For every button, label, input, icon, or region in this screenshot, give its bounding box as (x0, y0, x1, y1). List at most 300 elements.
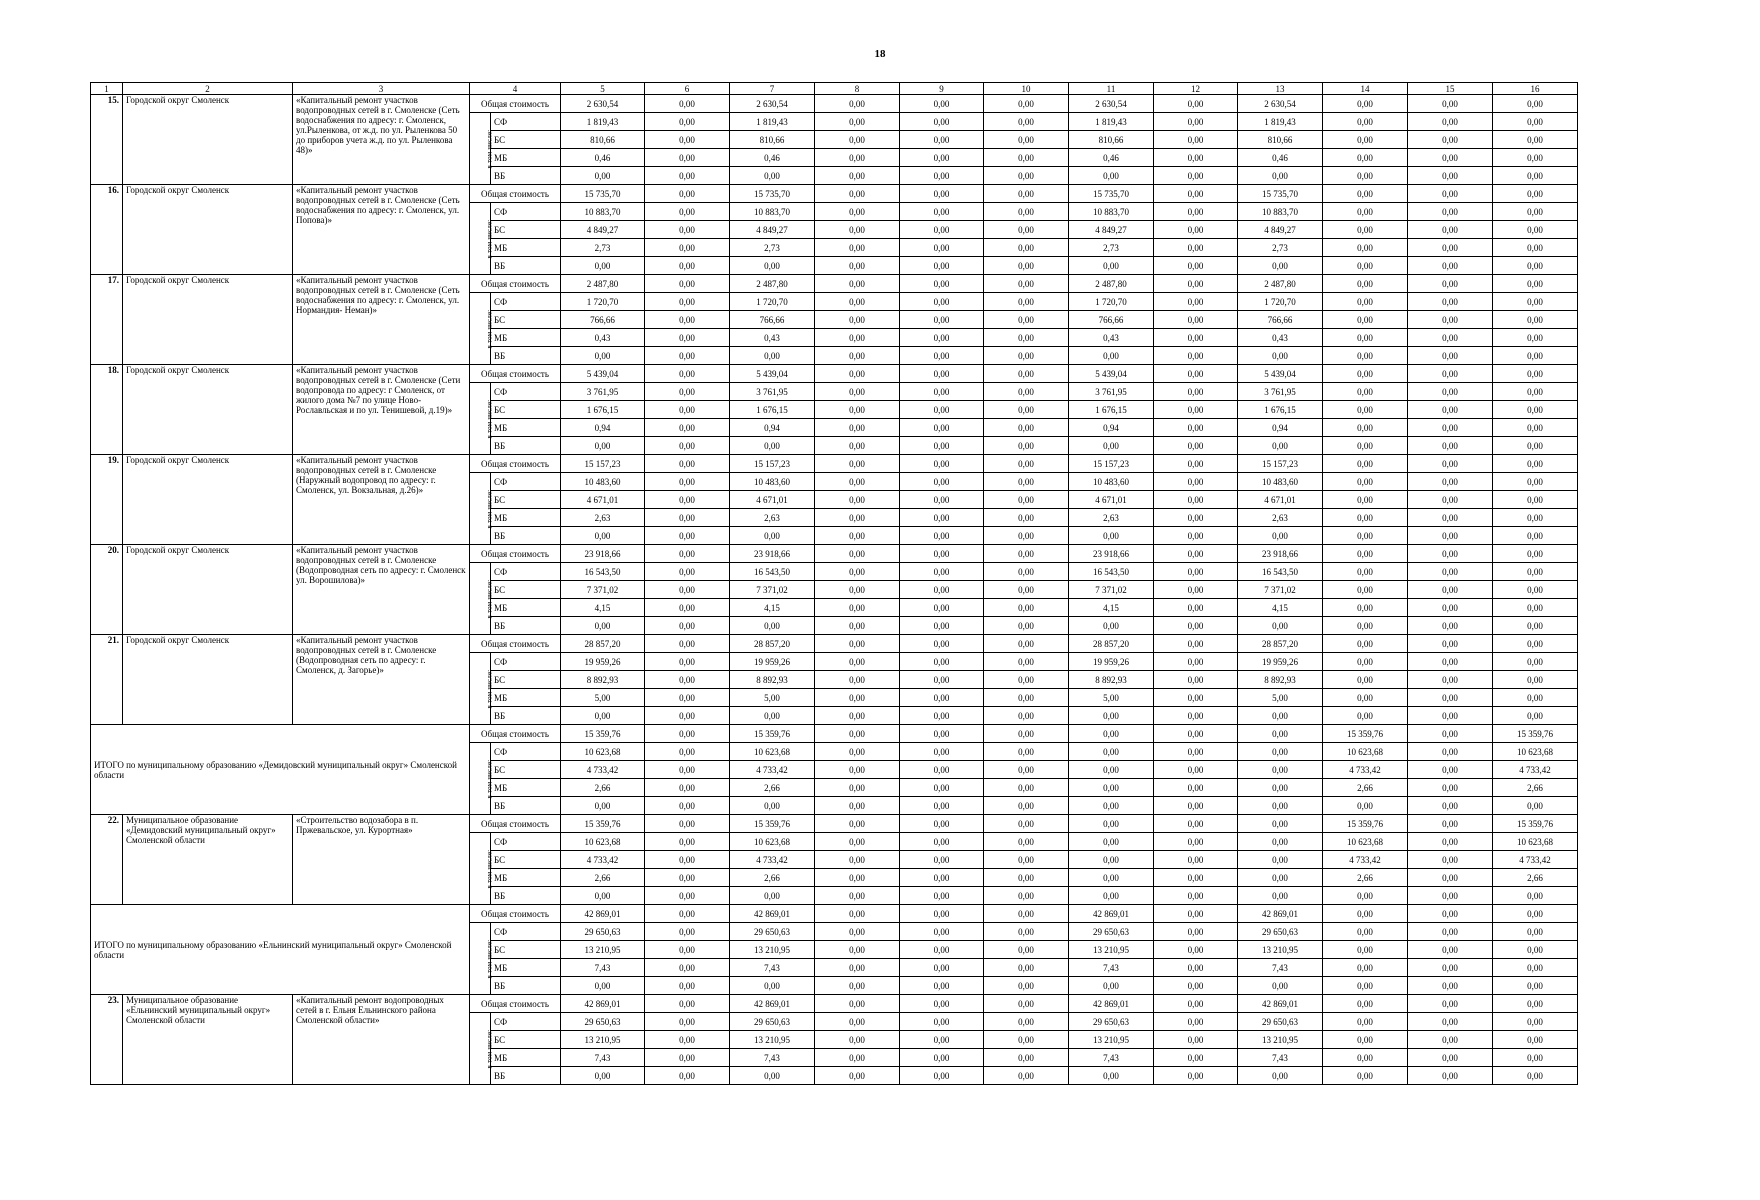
value-cell: 8 892,93 (1069, 671, 1154, 689)
value-cell: 0,00 (1493, 977, 1578, 995)
value-cell: 0,46 (1069, 149, 1154, 167)
value-cell: 0,00 (1493, 167, 1578, 185)
value-cell: 0,00 (1323, 131, 1408, 149)
funding-source: МБ (491, 1049, 561, 1067)
value-cell: 19 959,26 (561, 653, 645, 671)
value-cell: 0,00 (815, 887, 900, 905)
value-cell: 0,00 (1323, 419, 1408, 437)
value-cell: 19 959,26 (1238, 653, 1323, 671)
value-cell: 3 761,95 (730, 383, 815, 401)
municipality-cell: Городской округ Смоленск (123, 95, 293, 185)
value-cell: 2,63 (1238, 509, 1323, 527)
project-cell: «Капитальный ремонт участков водопроводных сетей в г. Смоленске (Сеть водоснабжения по адресу: г. Смоленск, ул.Рыленкова, от ж.д. по ул. Рыленкова 50 до приборов учета ж.д. по ул. Рыленкова 48)» (293, 95, 470, 185)
value-cell: 4,15 (730, 599, 815, 617)
value-cell: 28 857,20 (1069, 635, 1154, 653)
value-cell: 2 630,54 (561, 95, 645, 113)
total-cost-label: Общая стоимость (470, 815, 561, 833)
funding-source: ВБ (491, 167, 561, 185)
value-cell: 0,00 (645, 725, 730, 743)
funding-source: ВБ (491, 617, 561, 635)
including-label: в том числе: (485, 849, 494, 889)
value-cell: 0,00 (984, 851, 1069, 869)
row-number: 16. (91, 185, 123, 275)
value-cell: 0,00 (984, 797, 1069, 815)
value-cell: 0,00 (1069, 617, 1154, 635)
value-cell: 0,00 (815, 167, 900, 185)
value-cell: 0,43 (561, 329, 645, 347)
value-cell: 15 157,23 (1069, 455, 1154, 473)
funding-source: СФ (491, 923, 561, 941)
value-cell: 0,00 (1493, 149, 1578, 167)
value-cell: 0,00 (1154, 527, 1238, 545)
value-cell: 2,73 (561, 239, 645, 257)
value-cell: 0,00 (645, 329, 730, 347)
value-cell: 2 487,80 (730, 275, 815, 293)
value-cell: 0,00 (1323, 653, 1408, 671)
value-cell: 0,00 (1493, 455, 1578, 473)
funding-source: ВБ (491, 797, 561, 815)
value-cell: 0,00 (1069, 815, 1154, 833)
value-cell: 4 733,42 (561, 761, 645, 779)
value-cell: 0,00 (815, 653, 900, 671)
value-cell: 0,00 (1408, 1049, 1493, 1067)
value-cell: 0,00 (815, 815, 900, 833)
value-cell: 0,00 (1323, 113, 1408, 131)
value-cell: 2,63 (1069, 509, 1154, 527)
value-cell: 0,46 (561, 149, 645, 167)
value-cell: 4 733,42 (730, 761, 815, 779)
value-cell: 0,00 (1323, 401, 1408, 419)
value-cell: 0,00 (1408, 797, 1493, 815)
value-cell: 0,00 (645, 149, 730, 167)
value-cell: 0,00 (1323, 617, 1408, 635)
value-cell: 10 483,60 (561, 473, 645, 491)
value-cell: 0,00 (1323, 923, 1408, 941)
value-cell: 0,00 (1408, 1067, 1493, 1085)
value-cell: 0,00 (1493, 527, 1578, 545)
value-cell: 0,00 (1154, 437, 1238, 455)
including-label: в том числе: (485, 579, 494, 619)
value-cell: 0,94 (1238, 419, 1323, 437)
including-label-cell (470, 563, 494, 635)
value-cell: 0,00 (1323, 149, 1408, 167)
value-cell: 0,00 (815, 617, 900, 635)
value-cell: 0,00 (1493, 653, 1578, 671)
value-cell: 0,00 (730, 257, 815, 275)
value-cell: 29 650,63 (1069, 923, 1154, 941)
value-cell: 0,00 (1069, 527, 1154, 545)
value-cell: 0,00 (815, 131, 900, 149)
value-cell: 0,00 (1238, 257, 1323, 275)
value-cell: 0,00 (984, 815, 1069, 833)
value-cell: 0,00 (1069, 347, 1154, 365)
value-cell: 0,00 (1493, 995, 1578, 1013)
value-cell: 0,00 (984, 167, 1069, 185)
value-cell: 15 359,76 (1493, 815, 1578, 833)
value-cell: 4 671,01 (1069, 491, 1154, 509)
value-cell: 0,00 (1069, 743, 1154, 761)
value-cell: 15 359,76 (1493, 725, 1578, 743)
value-cell: 0,00 (1154, 545, 1238, 563)
value-cell: 0,00 (1408, 905, 1493, 923)
value-cell: 0,00 (1493, 905, 1578, 923)
value-cell: 0,00 (1408, 653, 1493, 671)
value-cell: 0,00 (984, 671, 1069, 689)
value-cell: 42 869,01 (561, 995, 645, 1013)
value-cell: 0,00 (815, 941, 900, 959)
value-cell: 0,00 (984, 725, 1069, 743)
value-cell: 0,00 (1154, 329, 1238, 347)
header-cell: 3 (293, 83, 470, 95)
header-cell: 7 (730, 83, 815, 95)
value-cell: 0,00 (1408, 923, 1493, 941)
value-cell: 766,66 (1238, 311, 1323, 329)
value-cell: 2,66 (1493, 779, 1578, 797)
value-cell: 0,00 (984, 203, 1069, 221)
value-cell: 0,00 (900, 599, 984, 617)
value-cell: 0,00 (900, 995, 984, 1013)
value-cell: 0,00 (1493, 437, 1578, 455)
value-cell: 0,00 (1408, 455, 1493, 473)
value-cell: 3 761,95 (561, 383, 645, 401)
value-cell: 0,00 (1154, 257, 1238, 275)
municipality-cell: Городской округ Смоленск (123, 365, 293, 455)
value-cell: 0,00 (561, 707, 645, 725)
municipality-cell: Городской округ Смоленск (123, 635, 293, 725)
row-number: 20. (91, 545, 123, 635)
value-cell: 0,00 (815, 221, 900, 239)
funding-source: БС (491, 851, 561, 869)
value-cell: 0,00 (900, 185, 984, 203)
value-cell: 0,00 (1323, 707, 1408, 725)
value-cell: 2,66 (730, 779, 815, 797)
value-cell: 42 869,01 (1238, 995, 1323, 1013)
value-cell: 0,00 (1408, 563, 1493, 581)
value-cell: 0,00 (900, 455, 984, 473)
value-cell: 0,00 (561, 527, 645, 545)
municipality-cell: Муниципальное образование «Ельнинский муниципальный округ» Смоленской области (123, 995, 293, 1085)
value-cell: 0,00 (900, 959, 984, 977)
value-cell: 0,00 (1408, 347, 1493, 365)
value-cell: 0,00 (1238, 761, 1323, 779)
value-cell: 28 857,20 (1238, 635, 1323, 653)
value-cell: 0,00 (900, 95, 984, 113)
funding-source: СФ (491, 203, 561, 221)
value-cell: 766,66 (730, 311, 815, 329)
value-cell: 0,00 (1408, 743, 1493, 761)
value-cell: 0,00 (984, 959, 1069, 977)
value-cell: 5,00 (1238, 689, 1323, 707)
including-label-cell (470, 383, 494, 455)
table-row (91, 545, 1578, 563)
value-cell: 0,00 (1493, 563, 1578, 581)
value-cell: 0,00 (900, 653, 984, 671)
value-cell: 0,00 (984, 1031, 1069, 1049)
value-cell: 0,00 (1408, 815, 1493, 833)
value-cell: 0,00 (900, 149, 984, 167)
funding-source: БС (491, 491, 561, 509)
funding-source: БС (491, 221, 561, 239)
header-cell: 9 (900, 83, 984, 95)
value-cell: 0,00 (1493, 185, 1578, 203)
table-row (91, 815, 1578, 833)
value-cell: 0,00 (1323, 347, 1408, 365)
table-row (91, 95, 1578, 113)
value-cell: 0,00 (984, 761, 1069, 779)
value-cell: 0,00 (984, 509, 1069, 527)
row-number: 18. (91, 365, 123, 455)
value-cell: 0,00 (815, 545, 900, 563)
value-cell: 0,00 (645, 599, 730, 617)
value-cell: 0,00 (1154, 275, 1238, 293)
value-cell: 0,00 (1154, 797, 1238, 815)
funding-source: МБ (491, 689, 561, 707)
project-cell: «Капитальный ремонт участков водопроводных сетей в г. Смоленске (Водопроводная сеть по адресу: г. Смоленск ул. Ворошилова)» (293, 545, 470, 635)
value-cell: 0,00 (900, 887, 984, 905)
value-cell: 0,00 (1493, 959, 1578, 977)
value-cell: 0,00 (645, 1013, 730, 1031)
value-cell: 0,00 (1154, 833, 1238, 851)
value-cell: 0,00 (1408, 131, 1493, 149)
value-cell: 0,00 (984, 527, 1069, 545)
value-cell: 0,00 (1069, 707, 1154, 725)
value-cell: 0,00 (645, 761, 730, 779)
value-cell: 10 623,68 (1323, 833, 1408, 851)
value-cell: 0,00 (1154, 473, 1238, 491)
value-cell: 0,00 (815, 563, 900, 581)
value-cell: 0,00 (1154, 347, 1238, 365)
value-cell: 0,00 (815, 239, 900, 257)
value-cell: 0,00 (730, 797, 815, 815)
value-cell: 13 210,95 (1069, 941, 1154, 959)
value-cell: 7,43 (730, 1049, 815, 1067)
value-cell: 0,00 (900, 815, 984, 833)
value-cell: 0,00 (1323, 437, 1408, 455)
value-cell: 0,00 (1493, 221, 1578, 239)
value-cell: 0,00 (1323, 1013, 1408, 1031)
value-cell: 15 157,23 (561, 455, 645, 473)
value-cell: 0,00 (645, 257, 730, 275)
municipality-cell: Муниципальное образование «Демидовский муниципальный округ» Смоленской области (123, 815, 293, 905)
value-cell: 29 650,63 (561, 923, 645, 941)
value-cell: 0,00 (645, 851, 730, 869)
value-cell: 0,00 (984, 113, 1069, 131)
value-cell: 0,00 (1154, 131, 1238, 149)
value-cell: 0,00 (900, 509, 984, 527)
value-cell: 0,00 (815, 1049, 900, 1067)
value-cell: 2,66 (561, 869, 645, 887)
value-cell: 10 623,68 (1493, 743, 1578, 761)
value-cell: 0,00 (815, 905, 900, 923)
value-cell: 0,00 (645, 707, 730, 725)
value-cell: 0,00 (1408, 761, 1493, 779)
value-cell: 0,00 (1154, 113, 1238, 131)
value-cell: 0,00 (984, 1067, 1069, 1085)
value-cell: 42 869,01 (730, 995, 815, 1013)
including-label-cell (470, 1013, 494, 1085)
value-cell: 0,00 (1238, 167, 1323, 185)
table-row (91, 725, 1578, 743)
value-cell: 0,00 (1154, 995, 1238, 1013)
value-cell: 0,00 (1154, 959, 1238, 977)
value-cell: 0,00 (900, 743, 984, 761)
value-cell: 0,00 (1069, 779, 1154, 797)
value-cell: 0,00 (815, 671, 900, 689)
value-cell: 0,00 (815, 113, 900, 131)
value-cell: 0,00 (1323, 563, 1408, 581)
value-cell: 0,00 (645, 311, 730, 329)
value-cell: 1 819,43 (1069, 113, 1154, 131)
value-cell: 0,00 (645, 869, 730, 887)
value-cell: 0,00 (900, 131, 984, 149)
funding-source: МБ (491, 599, 561, 617)
value-cell: 42 869,01 (1069, 905, 1154, 923)
value-cell: 0,00 (1408, 149, 1493, 167)
value-cell: 0,00 (900, 977, 984, 995)
value-cell: 4 671,01 (1238, 491, 1323, 509)
value-cell: 0,00 (815, 185, 900, 203)
funding-source: СФ (491, 833, 561, 851)
total-cost-label: Общая стоимость (470, 455, 561, 473)
value-cell: 10 883,70 (1238, 203, 1323, 221)
value-cell: 8 892,93 (561, 671, 645, 689)
value-cell: 10 623,68 (1493, 833, 1578, 851)
value-cell: 0,00 (1323, 275, 1408, 293)
value-cell: 0,94 (1069, 419, 1154, 437)
value-cell: 0,00 (900, 671, 984, 689)
including-label-cell (470, 293, 494, 365)
value-cell: 2 630,54 (1069, 95, 1154, 113)
value-cell: 0,00 (984, 275, 1069, 293)
value-cell: 0,00 (815, 869, 900, 887)
value-cell: 5 439,04 (1069, 365, 1154, 383)
value-cell: 0,00 (1493, 401, 1578, 419)
value-cell: 0,00 (815, 149, 900, 167)
header-row (91, 83, 1578, 95)
value-cell: 4 733,42 (1493, 761, 1578, 779)
project-cell: «Капитальный ремонт участков водопроводных сетей в г. Смоленске (Наружный водопровод по адресу: г. Смоленск, ул. Вокзальная, д.26)» (293, 455, 470, 545)
value-cell: 0,00 (1408, 617, 1493, 635)
value-cell: 0,94 (561, 419, 645, 437)
value-cell: 0,00 (645, 581, 730, 599)
value-cell: 0,00 (645, 635, 730, 653)
value-cell: 10 483,60 (730, 473, 815, 491)
value-cell: 0,00 (1323, 1067, 1408, 1085)
value-cell: 0,00 (1408, 167, 1493, 185)
value-cell: 0,00 (645, 671, 730, 689)
funding-source: СФ (491, 473, 561, 491)
value-cell: 0,00 (561, 257, 645, 275)
value-cell: 4,15 (1238, 599, 1323, 617)
funding-source: ВБ (491, 1067, 561, 1085)
project-cell: «Капитальный ремонт участков водопроводных сетей в г. Смоленске (Сеть водоснабжения по адресу: г. Смоленск, ул. Нормандия- Неман)» (293, 275, 470, 365)
including-label: в том числе: (485, 399, 494, 439)
value-cell: 0,00 (815, 95, 900, 113)
value-cell: 0,00 (1238, 725, 1323, 743)
value-cell: 0,00 (1493, 419, 1578, 437)
value-cell: 0,00 (900, 707, 984, 725)
value-cell: 29 650,63 (1238, 923, 1323, 941)
value-cell: 0,00 (1493, 329, 1578, 347)
value-cell: 15 359,76 (730, 815, 815, 833)
value-cell: 0,00 (730, 527, 815, 545)
value-cell: 0,00 (645, 689, 730, 707)
value-cell: 42 869,01 (561, 905, 645, 923)
value-cell: 0,00 (1408, 311, 1493, 329)
value-cell: 0,00 (1154, 707, 1238, 725)
value-cell: 16 543,50 (561, 563, 645, 581)
value-cell: 0,00 (815, 347, 900, 365)
value-cell: 0,00 (1154, 293, 1238, 311)
value-cell: 810,66 (561, 131, 645, 149)
funding-source: ВБ (491, 257, 561, 275)
value-cell: 0,00 (1323, 329, 1408, 347)
value-cell: 13 210,95 (730, 941, 815, 959)
value-cell: 2,66 (561, 779, 645, 797)
value-cell: 810,66 (1238, 131, 1323, 149)
value-cell: 0,00 (1069, 167, 1154, 185)
value-cell: 0,00 (561, 347, 645, 365)
value-cell: 0,00 (1493, 545, 1578, 563)
value-cell: 0,00 (645, 527, 730, 545)
value-cell: 0,00 (1493, 941, 1578, 959)
value-cell: 0,00 (900, 797, 984, 815)
value-cell: 0,00 (645, 95, 730, 113)
value-cell: 0,00 (645, 509, 730, 527)
funding-source: БС (491, 1031, 561, 1049)
header-cell: 13 (1238, 83, 1323, 95)
value-cell: 0,00 (645, 113, 730, 131)
value-cell: 0,00 (984, 995, 1069, 1013)
funding-source: МБ (491, 149, 561, 167)
value-cell: 0,00 (1323, 689, 1408, 707)
value-cell: 0,00 (730, 1067, 815, 1085)
itogo-label: ИТОГО по муниципальному образованию «Демидовский муниципальный округ» Смоленской области (91, 725, 470, 815)
value-cell: 0,00 (1408, 293, 1493, 311)
value-cell: 0,00 (984, 707, 1069, 725)
value-cell: 0,00 (815, 311, 900, 329)
value-cell: 15 359,76 (561, 815, 645, 833)
value-cell: 0,00 (1408, 671, 1493, 689)
value-cell: 0,00 (645, 293, 730, 311)
value-cell: 0,00 (1154, 167, 1238, 185)
value-cell: 0,00 (1238, 887, 1323, 905)
value-cell: 0,00 (1154, 1049, 1238, 1067)
value-cell: 0,00 (1154, 1067, 1238, 1085)
value-cell: 0,00 (984, 905, 1069, 923)
value-cell: 15 735,70 (1238, 185, 1323, 203)
value-cell: 0,00 (1154, 455, 1238, 473)
value-cell: 0,00 (984, 833, 1069, 851)
value-cell: 0,00 (645, 779, 730, 797)
value-cell: 0,46 (730, 149, 815, 167)
value-cell: 0,00 (1154, 365, 1238, 383)
value-cell: 29 650,63 (730, 1013, 815, 1031)
value-cell: 0,00 (645, 185, 730, 203)
value-cell: 0,00 (1154, 941, 1238, 959)
value-cell: 0,00 (645, 221, 730, 239)
value-cell: 0,00 (815, 455, 900, 473)
value-cell: 0,00 (1238, 437, 1323, 455)
value-cell: 0,00 (645, 617, 730, 635)
value-cell: 0,00 (1323, 977, 1408, 995)
value-cell: 0,00 (984, 401, 1069, 419)
funding-source: СФ (491, 383, 561, 401)
value-cell: 4 733,42 (1323, 761, 1408, 779)
funding-source: МБ (491, 779, 561, 797)
project-cell: «Капитальный ремонт участков водопроводных сетей в г. Смоленске (Сеть водоснабжения по адресу: г. Смоленск, ул. Попова)» (293, 185, 470, 275)
value-cell: 0,00 (1408, 185, 1493, 203)
